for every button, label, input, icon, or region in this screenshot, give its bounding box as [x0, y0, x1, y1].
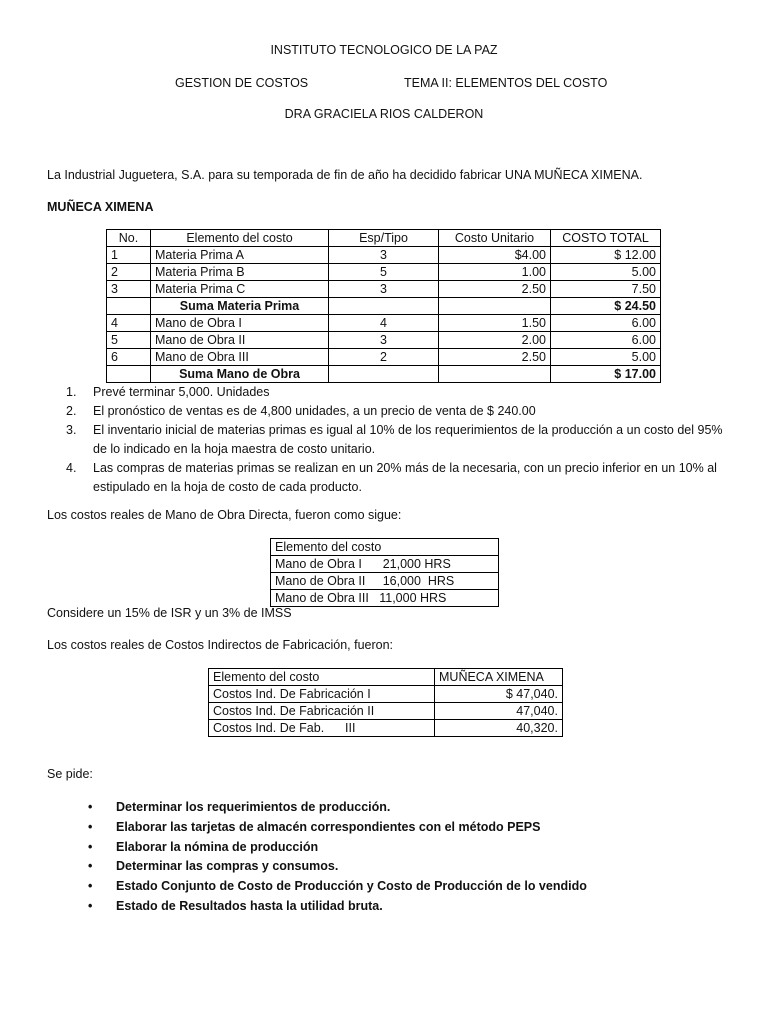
table-row [271, 590, 499, 607]
col-header-element: Elemento del costo [209, 669, 435, 686]
cell-total-cost: 5.00 [551, 349, 661, 366]
cell-total-cost: 6.00 [551, 315, 661, 332]
cell-element: Costos Ind. De Fab. III [209, 720, 435, 737]
table-row [209, 686, 563, 703]
cell-spec: 5 [329, 264, 439, 281]
list-item [88, 818, 587, 838]
cell-spec: 4 [329, 315, 439, 332]
cell-element: Costos Ind. De Fabricación II [209, 703, 435, 720]
list-item [88, 857, 587, 877]
unit-cost-table [106, 229, 661, 383]
cell-total-cost: $ 24.50 [551, 298, 661, 315]
list-text: El inventario inicial de materias primas es igual al 10% de los requerimientos de la producción a un costo del 95% de lo indicado en la hoja maestra de costo unitario. [93, 423, 723, 456]
cell-element: Mano de Obra I [151, 315, 329, 332]
col-header-element: Elemento del costo [151, 230, 329, 247]
table-header-row [271, 539, 499, 556]
cell-spec: 3 [329, 247, 439, 264]
col-header-product: MUÑECA XIMENA [435, 669, 563, 686]
bullet-icon: • [88, 839, 93, 854]
list-number: 1. [66, 385, 77, 399]
cell-unit-cost [439, 298, 551, 315]
list-item [66, 421, 726, 459]
cell-element: Materia Prima B [151, 264, 329, 281]
cell-spec: 3 [329, 332, 439, 349]
conditions-list [66, 383, 726, 497]
table-row [271, 573, 499, 590]
institution-title: INSTITUTO TECNOLOGICO DE LA PAZ [270, 43, 498, 57]
task-text: Elaborar las tarjetas de almacén correspondientes con el método PEPS [116, 819, 541, 834]
product-title: MUÑECA XIMENA [47, 200, 154, 214]
cell-total-cost: 7.50 [551, 281, 661, 298]
task-text: Determinar los requerimientos de producción. [116, 800, 391, 814]
bullet-icon: • [88, 879, 93, 894]
cell-spec [329, 298, 439, 315]
cell-total-cost: 6.00 [551, 332, 661, 349]
cell-element: Mano de Obra III [151, 349, 329, 366]
cell-unit-cost: 1.00 [439, 264, 551, 281]
list-item [88, 798, 587, 818]
overhead-intro: Los costos reales de Costos Indirectos de Fabricación, fueron: [47, 638, 394, 652]
cell-element: Materia Prima C [151, 281, 329, 298]
cell-element: Costos Ind. De Fabricación I [209, 686, 435, 703]
cell-element: Suma Materia Prima [151, 298, 329, 315]
cell-element: Mano de Obra II [151, 332, 329, 349]
teacher-name: DRA GRACIELA RIOS CALDERON [284, 107, 484, 121]
list-number: 3. [66, 423, 77, 437]
bullet-icon: • [88, 800, 93, 814]
cell-no: 6 [107, 349, 151, 366]
task-text: Estado Conjunto de Costo de Producción y Costo de Producción de lo vendido [116, 879, 587, 894]
list-item [88, 897, 587, 917]
table-row [107, 247, 661, 264]
labor-cell: Mano de Obra III 11,000 HRS [271, 590, 499, 607]
cell-no: 2 [107, 264, 151, 281]
intro-paragraph: La Industrial Juguetera, S.A. para su temporada de fin de año ha decidido fabricar UNA MUÑECA XIMENA. [47, 168, 643, 182]
col-header-spec: Esp/Tipo [329, 230, 439, 247]
labor-cell: Mano de Obra II 16,000 HRS [271, 573, 499, 590]
table-row [209, 720, 563, 737]
cell-no [107, 298, 151, 315]
table-header-row [209, 669, 563, 686]
cell-total-cost: $ 17.00 [551, 366, 661, 383]
cell-no: 1 [107, 247, 151, 264]
cell-unit-cost: 2.50 [439, 349, 551, 366]
bullet-icon: • [88, 898, 93, 913]
asks-title: Se pide: [47, 767, 93, 781]
bullet-icon: • [88, 819, 93, 834]
cell-unit-cost: 2.50 [439, 281, 551, 298]
cell-value: 47,040. [435, 703, 563, 720]
cell-spec: 2 [329, 349, 439, 366]
cell-total-cost: $ 12.00 [551, 247, 661, 264]
cell-unit-cost [439, 366, 551, 383]
cell-unit-cost: $4.00 [439, 247, 551, 264]
cell-unit-cost: 2.00 [439, 332, 551, 349]
labor-header: Elemento del costo [271, 539, 499, 556]
labor-intro: Los costos reales de Mano de Obra Directa, fueron como sigue: [47, 508, 402, 522]
list-text: El pronóstico de ventas es de 4,800 unidades, a un precio de venta de $ 240.00 [93, 404, 536, 418]
col-header-unit-cost: Costo Unitario [439, 230, 551, 247]
list-item [66, 402, 726, 421]
table-header-row [107, 230, 661, 247]
table-row [271, 556, 499, 573]
cell-spec [329, 366, 439, 383]
col-header-no: No. [107, 230, 151, 247]
course-name: GESTION DE COSTOS [175, 76, 309, 90]
topic-name: TEMA II: ELEMENTOS DEL COSTO [404, 76, 608, 90]
subtotal-row [107, 366, 661, 383]
cell-total-cost: 5.00 [551, 264, 661, 281]
table-row [107, 349, 661, 366]
cell-element: Suma Mano de Obra [151, 366, 329, 383]
table-row [107, 332, 661, 349]
list-number: 2. [66, 404, 77, 418]
tasks-list [88, 798, 587, 917]
col-header-total-cost: COSTO TOTAL [551, 230, 661, 247]
tax-note: Considere un 15% de ISR y un 3% de IMSS [47, 606, 292, 620]
list-text: Las compras de materias primas se realizan en un 20% más de la necesaria, con un precio inferior en un 10% al estipulado en la hoja de costo de cada producto. [93, 461, 717, 494]
cell-value: 40,320. [435, 720, 563, 737]
table-row [107, 264, 661, 281]
labor-table [270, 538, 499, 607]
list-text: Prevé terminar 5,000. Unidades [93, 385, 270, 399]
list-item [88, 877, 587, 897]
cell-value: $ 47,040. [435, 686, 563, 703]
task-text: Estado de Resultados hasta la utilidad bruta. [116, 898, 383, 913]
cell-no: 4 [107, 315, 151, 332]
table-row [209, 703, 563, 720]
cell-no: 3 [107, 281, 151, 298]
bullet-icon: • [88, 859, 93, 874]
cell-unit-cost: 1.50 [439, 315, 551, 332]
table-row [107, 315, 661, 332]
cell-element: Materia Prima A [151, 247, 329, 264]
list-item [66, 383, 726, 402]
task-text: Determinar las compras y consumos. [116, 859, 339, 874]
cell-no [107, 366, 151, 383]
labor-cell: Mano de Obra I 21,000 HRS [271, 556, 499, 573]
subtotal-row [107, 298, 661, 315]
task-text: Elaborar la nómina de producción [116, 839, 319, 854]
list-number: 4. [66, 461, 77, 475]
list-item [88, 838, 587, 858]
cell-no: 5 [107, 332, 151, 349]
overhead-table [208, 668, 563, 737]
table-row [107, 281, 661, 298]
cell-spec: 3 [329, 281, 439, 298]
list-item [66, 459, 726, 497]
